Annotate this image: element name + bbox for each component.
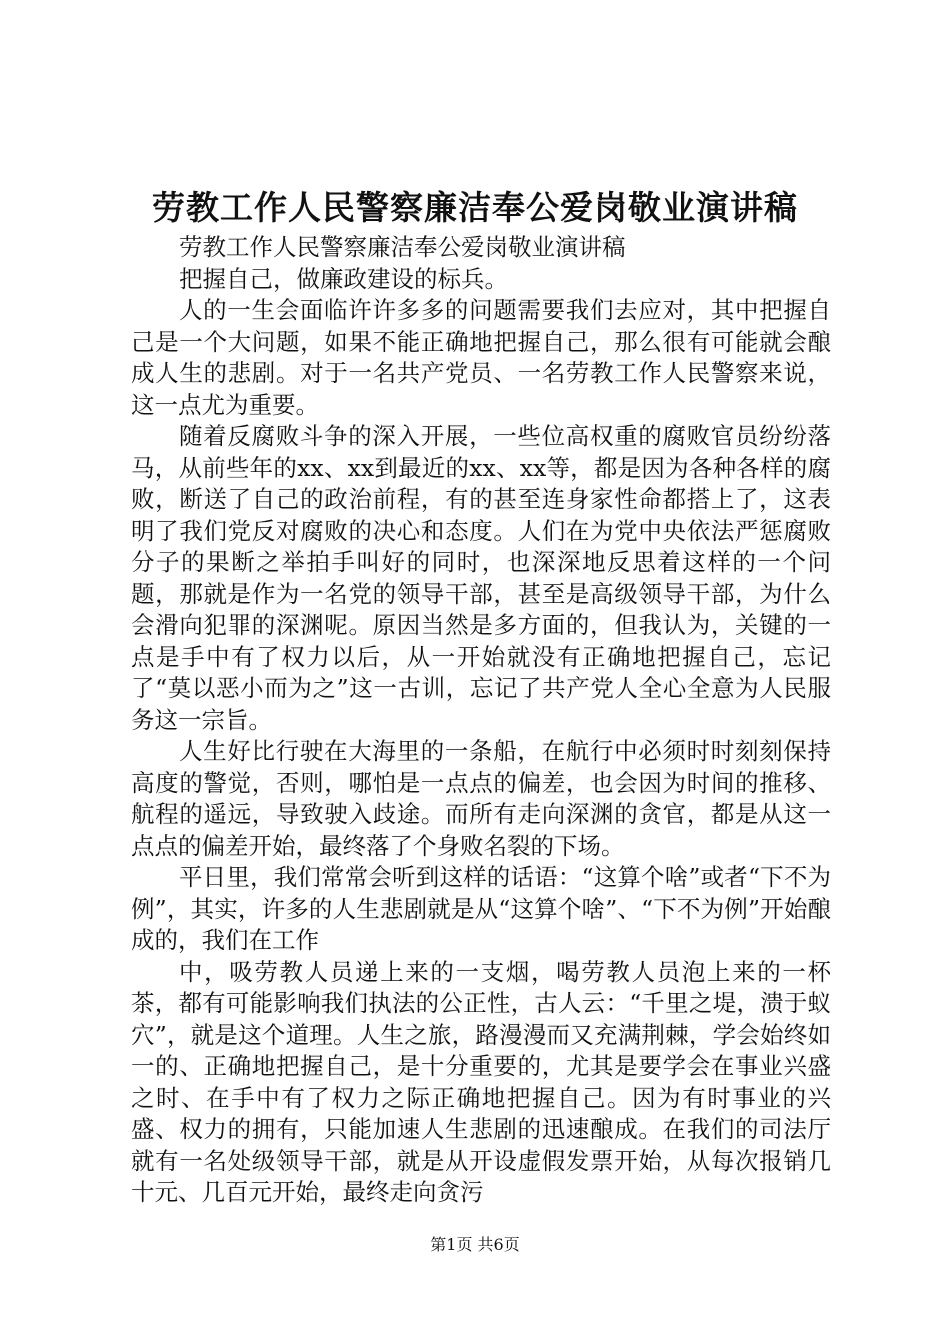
paragraph-2: 随着反腐败斗争的深入开展，一些位高权重的腐败官员纷纷落马，从前些年的xx、xx到最近的xx、xx等，都是因为各种各样的腐败，断送了自己的政治前程，有的甚至连身家性命都搭上了，这表明了我们党反对腐败的决心和态度。人们在为党中央依法严惩腐败分子的果断之举拍手叫好的同时，也深深地反思着这样的一个问题，那就是作为一名党的领导干部，甚至是高级领导干部，为什么会滑向犯罪的深渊呢。原因当然是多方面的，但我认为，关键的一点是手中有了权力以后，从一开始就没有正确地把握自己，忘记了“莫以恶小而为之”这一古训，忘记了共产党人全心全意为人民服务这一宗旨。 [131,422,831,734]
document-body [131,232,831,1209]
paragraph-1: 人的一生会面临许许多多的问题需要我们去应对，其中把握自己是一个大问题，如果不能正确地把握自己，那么很有可能就会酿成人生的悲剧。对于一名共产党员、一名劳教工作人民警察来说，这一点尤为重要。 [131,296,831,419]
paragraph-theme: 把握自己，做廉政建设的标兵。 [179,264,508,293]
paragraph-3: 人生好比行驶在大海里的一条船，在航行中必须时时刻刻保持高度的警觉，否则，哪怕是一点点的偏差，也会因为时间的推移、航程的遥远，导致驶入歧途。而所有走向深渊的贪官，都是从这一点点的偏差开始，最终落了个身败名裂的下场。 [131,737,831,860]
paragraph-4: 平日里，我们常常会听到这样的话语：“这算个啥”或者“下不为例”，其实，许多的人生悲剧就是从“这算个啥”、“下不为例”开始酿成的，我们在工作 [131,863,831,954]
document-title: 劳教工作人民警察廉洁奉公爱岗敬业演讲稿 [152,188,798,227]
paragraph-5: 中，吸劳教人员递上来的一支烟，喝劳教人员泡上来的一杯茶，都有可能影响我们执法的公正性，古人云：“千里之堤，溃于蚁穴”，就是这个道理。人生之旅，路漫漫而又充满荆棘，学会始终如一的、正确地把握自己，是十分重要的，尤其是要学会在事业兴盛之时、在手中有了权力之际正确地把握自己。因为有时事业的兴盛、权力的拥有，只能加速人生悲剧的迅速酿成。在我们的司法厅就有一名处级领导干部，就是从开设虚假发票开始，从每次报销几十元、几百元开始，最终走向贪污 [131,957,831,1206]
page-number: 第1页 共6页 [430,1235,520,1254]
paragraph-subtitle: 劳教工作人民警察廉洁奉公爱岗敬业演讲稿 [179,233,626,261]
